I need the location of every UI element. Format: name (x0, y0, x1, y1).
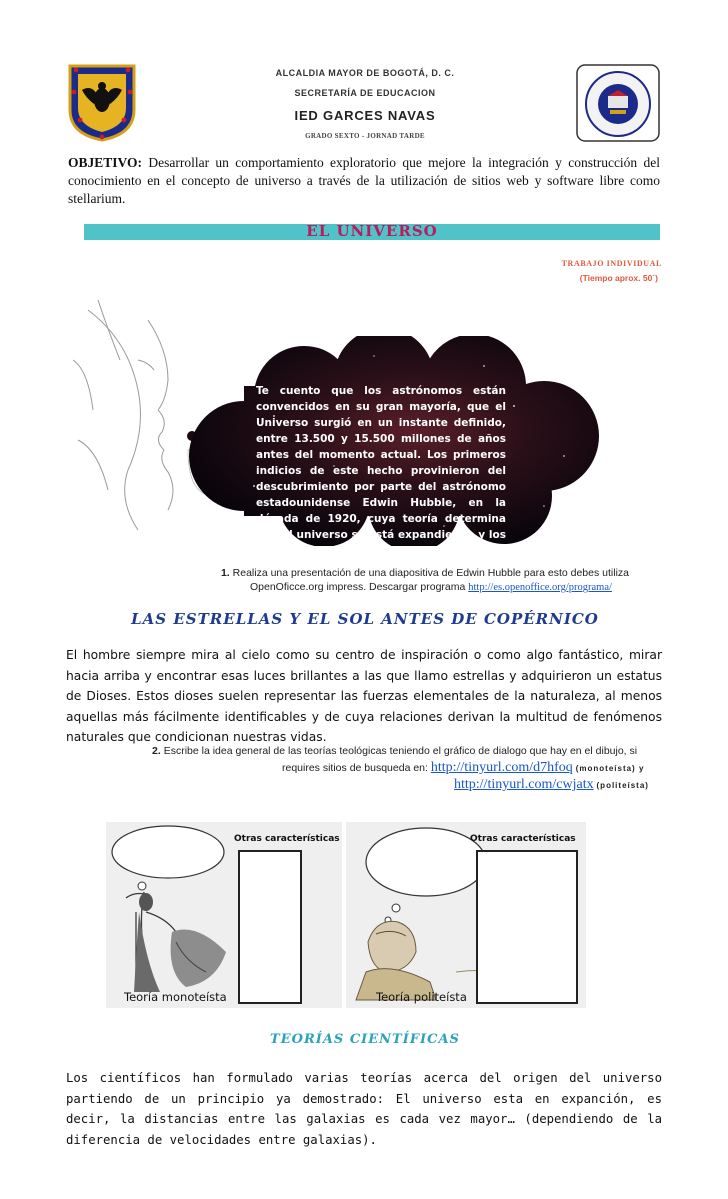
task-1-text-b: OpenOficce.org impress. Descargar programa (250, 581, 466, 593)
objective-label: OBJETIVO: (68, 155, 142, 170)
header-school-name: IED GARCES NAVAS (294, 108, 436, 123)
panel-monoteista (106, 822, 342, 1008)
task-2-line-c (454, 777, 668, 793)
right-panel-label: Teoría politeísta (376, 990, 467, 1004)
coat-of-arms-logo (68, 62, 136, 142)
task-2-line-a (152, 745, 664, 757)
school-seal-logo (576, 64, 660, 142)
task-1-number: 1. (220, 567, 230, 579)
banner-title: EL UNIVERSO (306, 222, 438, 240)
tinyurl-monoteista-link[interactable]: http://tinyurl.com/d7hfoq (430, 760, 573, 775)
header-secretaria: SECRETARÍA DE EDUCACION (294, 88, 436, 98)
tag-politeista: (politeísta) (596, 781, 649, 790)
paragraph-teorias: Los científicos han formulado varias teorías acerca del origen del universo partiendo de un principio ya demostrado: El universo esta en expanción, es decir, la distancias entre las galaxias es cada vez mayor… (dependiendo de la diferencia de velocidades entre galaxias). (66, 1071, 662, 1147)
task-1-line-a (188, 567, 662, 579)
task-2-number: 2. (152, 745, 161, 757)
task-2-text-a: Escribe la idea general de las teorías teológicas teniendo el gráfico de dialogo que hay en el dibujo, si (163, 745, 638, 757)
trabajo-individual: TRABAJO INDIVIDUAL (561, 259, 662, 268)
openoffice-link[interactable]: http://es.openoffice.org/programa/ (468, 582, 612, 593)
cloud-text: Te cuento que los astrónomos están convencidos en su gran mayoría, que el Universo surgió en un instante definido, entre 13.500 y 15.500 millones de años antes del momento actual. Los primeros indicios de este hecho provinieron del descubrimiento por parte del astrónomo estadounidense Edwin Hubble, en la década de 1920, cuya teoría determina que el universo se está expandiendo y los cúmulos de galaxias se alejan entre sí. (256, 385, 506, 557)
task-2-line-b (282, 760, 672, 776)
section-title-estrellas: LAS ESTRELLAS Y EL SOL ANTES DE COPÉRNICO (131, 610, 599, 628)
task-1-text-a: Realiza una presentación de una diapositiva de Edwin Hubble para esto debes utiliza (232, 567, 630, 579)
task-2-text-b: requires sitios de busqueda en: (282, 762, 428, 774)
tinyurl-politeista-link[interactable]: http://tinyurl.com/cwjatx (454, 777, 594, 792)
tiempo-aprox: (Tiempo aprox. 50´) (579, 273, 658, 283)
right-panel-header: Otras características (470, 834, 576, 844)
left-panel-label: Teoría monoteísta (124, 990, 227, 1004)
header-alcaldia: ALCALDIA MAYOR DE BOGOTÁ, D. C. (275, 68, 455, 78)
panel-politeista (346, 822, 586, 1008)
left-panel-header: Otras características (234, 834, 340, 844)
right-answer-box[interactable] (476, 850, 578, 1004)
left-answer-box[interactable] (238, 850, 302, 1004)
paragraph-estrellas: El hombre siempre mira al cielo como su centro de inspiración o como algo fantástico, mirar hacia arriba y encontrar esas luces brillantes a las que llamo estrellas y adquirieron un estatus de Dioses. Estos dioses suelen representar las fuerzas elementales de la naturaleza, al menos aquellas más fácilmente identificables y de cuya relaciones derivan la multitud de fenómenos naturales que condicionan nuestras vidas. (66, 648, 662, 744)
section-title-teorias: TEORÍAS CIENTÍFICAS (270, 1032, 460, 1047)
tag-monoteista: (monoteísta) y (575, 764, 645, 773)
header-grade: GRADO SEXTO - JORNAD TARDE (305, 132, 425, 140)
objective-text: Desarrollar un comportamiento exploratorio que mejore la integración y construcción del conocimiento en el concepto de universo a través de la utilización de sitios web y software libre como stellarium. (68, 155, 661, 206)
objective-paragraph (68, 154, 660, 208)
task-1-line-b (250, 581, 670, 593)
